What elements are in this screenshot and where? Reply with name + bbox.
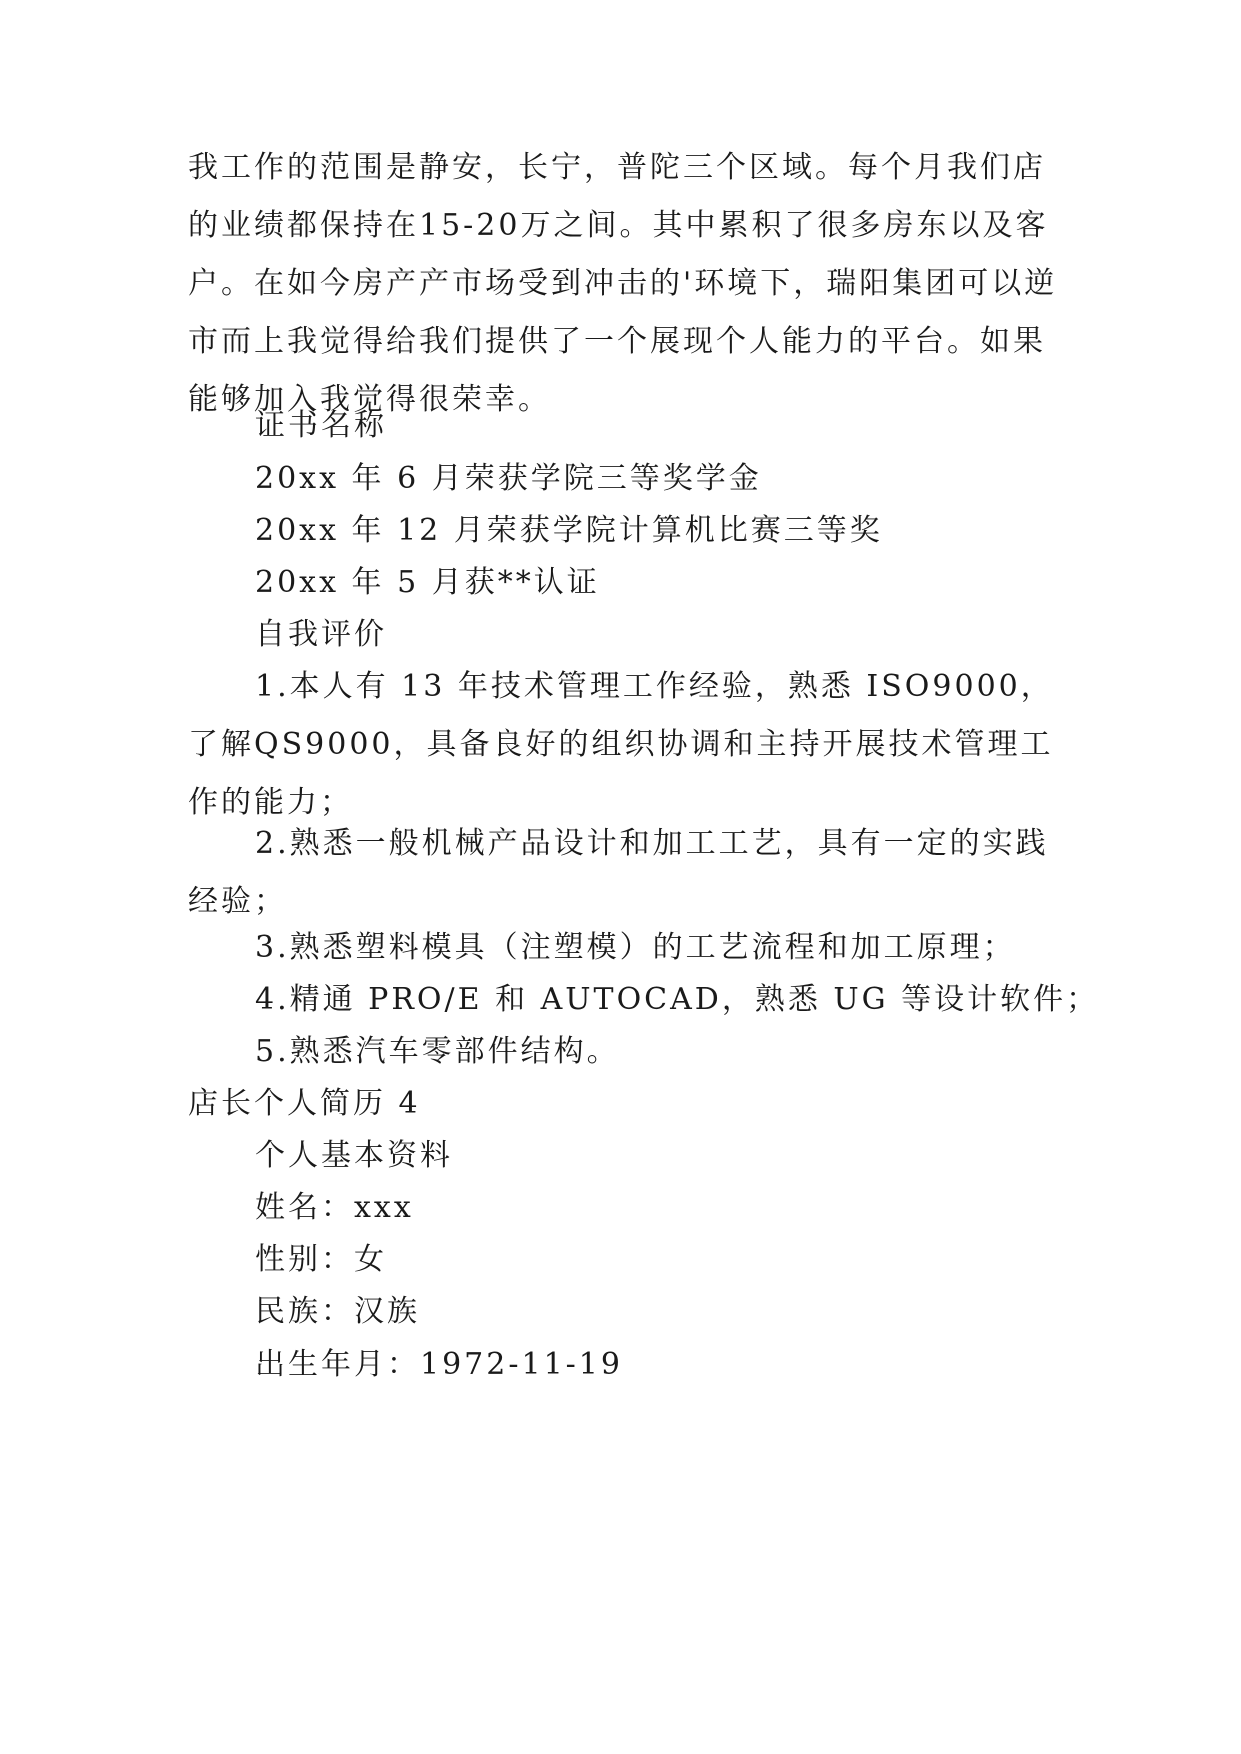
basic-info-gender: 性别：女: [255, 1242, 387, 1277]
intro-paragraph: 我工作的范围是静安，长宁，普陀三个区域。每个月我们店的业绩都保持在15-20万之间。其中累积了很多房东以及客户。在如今房产产市场受到冲击的'环境下，瑞阳集团可以逆市而上我觉得给我们提供了一个展现个人能力的平台。如果能够加入我觉得很荣幸。: [188, 150, 1058, 417]
basic-info-name: 姓名：xxx: [255, 1190, 414, 1225]
basic-info-birth: 出生年月：1972-11-19: [255, 1347, 623, 1382]
self-evaluation-heading: 自我评价: [255, 617, 387, 652]
self-evaluation-item: 4.精通 PRO/E 和 AUTOCAD，熟悉 UG 等设计软件；: [255, 982, 1100, 1017]
self-evaluation-item: 3.熟悉塑料模具（注塑模）的工艺流程和加工原理；: [255, 930, 1016, 965]
certificate-item: 20xx 年 12 月荣获学院计算机比赛三等奖: [255, 513, 883, 548]
resume-title: 店长个人简历 4: [188, 1086, 421, 1121]
basic-info-ethnicity: 民族：汉族: [255, 1294, 420, 1329]
self-evaluation-item: 1.本人有 13 年技术管理工作经验，熟悉 ISO9000，了解QS9000，具备良好的组织协调和主持开展技术管理工作的能力；: [188, 669, 1054, 820]
basic-info-heading: 个人基本资料: [255, 1138, 453, 1173]
self-evaluation-item: 5.熟悉汽车零部件结构。: [255, 1034, 620, 1069]
certificate-item: 20xx 年 6 月荣获学院三等奖学金: [255, 461, 762, 496]
certificates-heading: 证书名称: [255, 408, 387, 443]
self-evaluation-item: 2.熟悉一般机械产品设计和加工工艺，具有一定的实践经验；: [188, 826, 1049, 919]
certificate-item: 20xx 年 5 月获**认证: [255, 565, 600, 600]
